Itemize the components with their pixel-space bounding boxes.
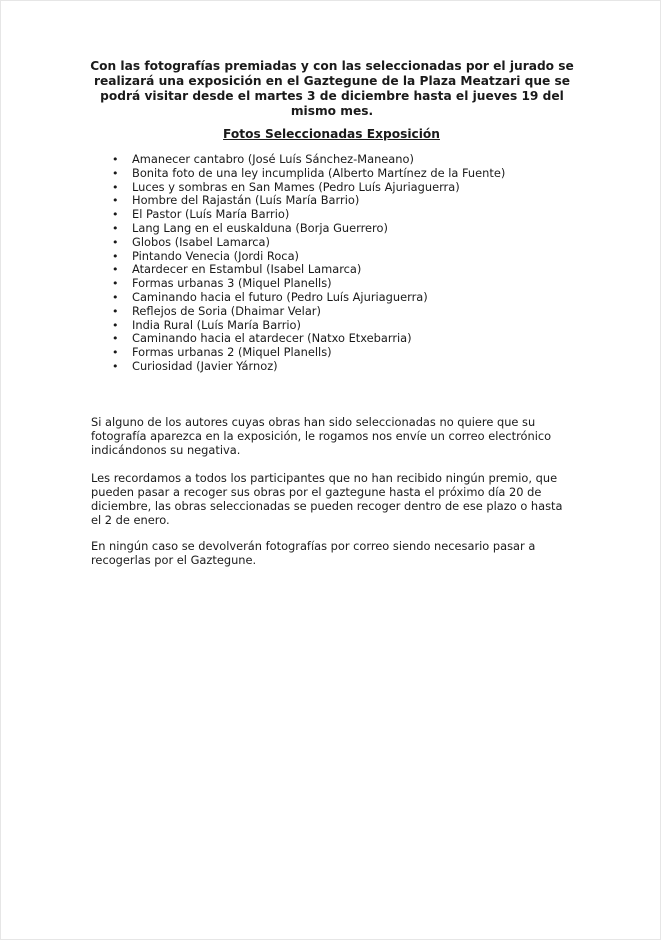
list-item [111, 277, 571, 291]
list-item-text: Bonita foto de una ley incumplida (Alberto Martínez de la Fuente) [132, 165, 506, 180]
selected-photos-list [111, 153, 571, 374]
list-item-text: Reflejos de Soria (Dhaimar Velar) [132, 303, 321, 318]
list-item-text: Formas urbanas 2 (Miquel Planells) [132, 345, 332, 360]
list-item [111, 332, 571, 346]
list-item-text: Amanecer cantabro (José Luís Sánchez-Maneano) [132, 152, 414, 166]
bullet-icon: • [112, 290, 119, 304]
list-item [111, 319, 571, 333]
bullet-icon: • [112, 153, 119, 166]
list-item-text: India Rural (Luís María Barrio) [132, 317, 301, 332]
list-item-text: Lang Lang en el euskalduna (Borja Guerrero) [132, 220, 388, 235]
withdrawal-paragraph: Si alguno de los autores cuyas obras han sido seleccionadas no quiere que su fotografía aparezca en la exposición, le rogamos nos envíe un correo electrónico indicándonos su negativa. [91, 415, 552, 457]
list-item [111, 153, 571, 167]
list-item [111, 181, 571, 195]
list-item [111, 236, 571, 250]
list-item [111, 250, 571, 264]
list-item-text: Caminando hacia el futuro (Pedro Luís Ajuriaguerra) [132, 289, 428, 304]
list-item-text: Atardecer en Estambul (Isabel Lamarca) [132, 262, 362, 277]
intro-paragraph: Con las fotografías premiadas y con las seleccionadas por el jurado se realizará una exposición en el Gaztegune de la Plaza Meatzari que se podrá visitar desde el martes 3 de diciembre hasta el jueves 19 del mismo mes. [90, 59, 574, 118]
bullet-icon: • [112, 359, 119, 373]
list-item-text: Formas urbanas 3 (Miquel Planells) [132, 276, 332, 291]
bullet-icon: • [112, 277, 119, 291]
section-title: Fotos Seleccionadas Exposición [223, 127, 440, 141]
list-item-text: Globos (Isabel Lamarca) [132, 234, 270, 249]
bullet-icon: • [112, 263, 119, 277]
list-item-text: Pintando Venecia (Jordi Roca) [132, 248, 299, 263]
list-item [111, 208, 571, 222]
list-item-text: Luces y sombras en San Mames (Pedro Luís Ajuriaguerra) [132, 179, 460, 194]
bullet-icon: • [112, 332, 119, 346]
bullet-icon: • [112, 166, 119, 180]
bullet-icon: • [112, 235, 119, 249]
no-mail-paragraph: En ningún caso se devolverán fotografías por correo siendo necesario pasar a recogerlas por el Gaztegune. [91, 539, 536, 567]
bullet-icon: • [112, 180, 119, 194]
bullet-icon: • [112, 249, 119, 263]
bullet-icon: • [112, 346, 119, 360]
list-item [111, 305, 571, 319]
list-item [111, 291, 571, 305]
list-item-text: Caminando hacia el atardecer (Natxo Etxebarria) [132, 331, 412, 346]
list-item [111, 167, 571, 181]
list-item [111, 194, 571, 208]
list-item [111, 360, 571, 374]
list-item-text: Curiosidad (Javier Yárnoz) [132, 358, 278, 373]
list-item-text: El Pastor (Luís María Barrio) [132, 207, 290, 222]
bullet-icon: • [112, 208, 119, 222]
bullet-icon: • [112, 221, 119, 235]
bullet-icon: • [112, 194, 119, 208]
pickup-paragraph: Les recordamos a todos los participantes que no han recibido ningún premio, que pueden pasar a recoger sus obras por el gaztegune hasta el próximo día 20 de diciembre, las obras seleccionadas se pueden recoger dentro de ese plazo o hasta el 2 de enero. [91, 471, 563, 527]
bullet-icon: • [112, 318, 119, 332]
list-item-text: Hombre del Rajastán (Luís María Barrio) [132, 193, 360, 208]
list-item [111, 222, 571, 236]
list-item [111, 346, 571, 360]
list-item [111, 263, 571, 277]
bullet-icon: • [112, 304, 119, 318]
